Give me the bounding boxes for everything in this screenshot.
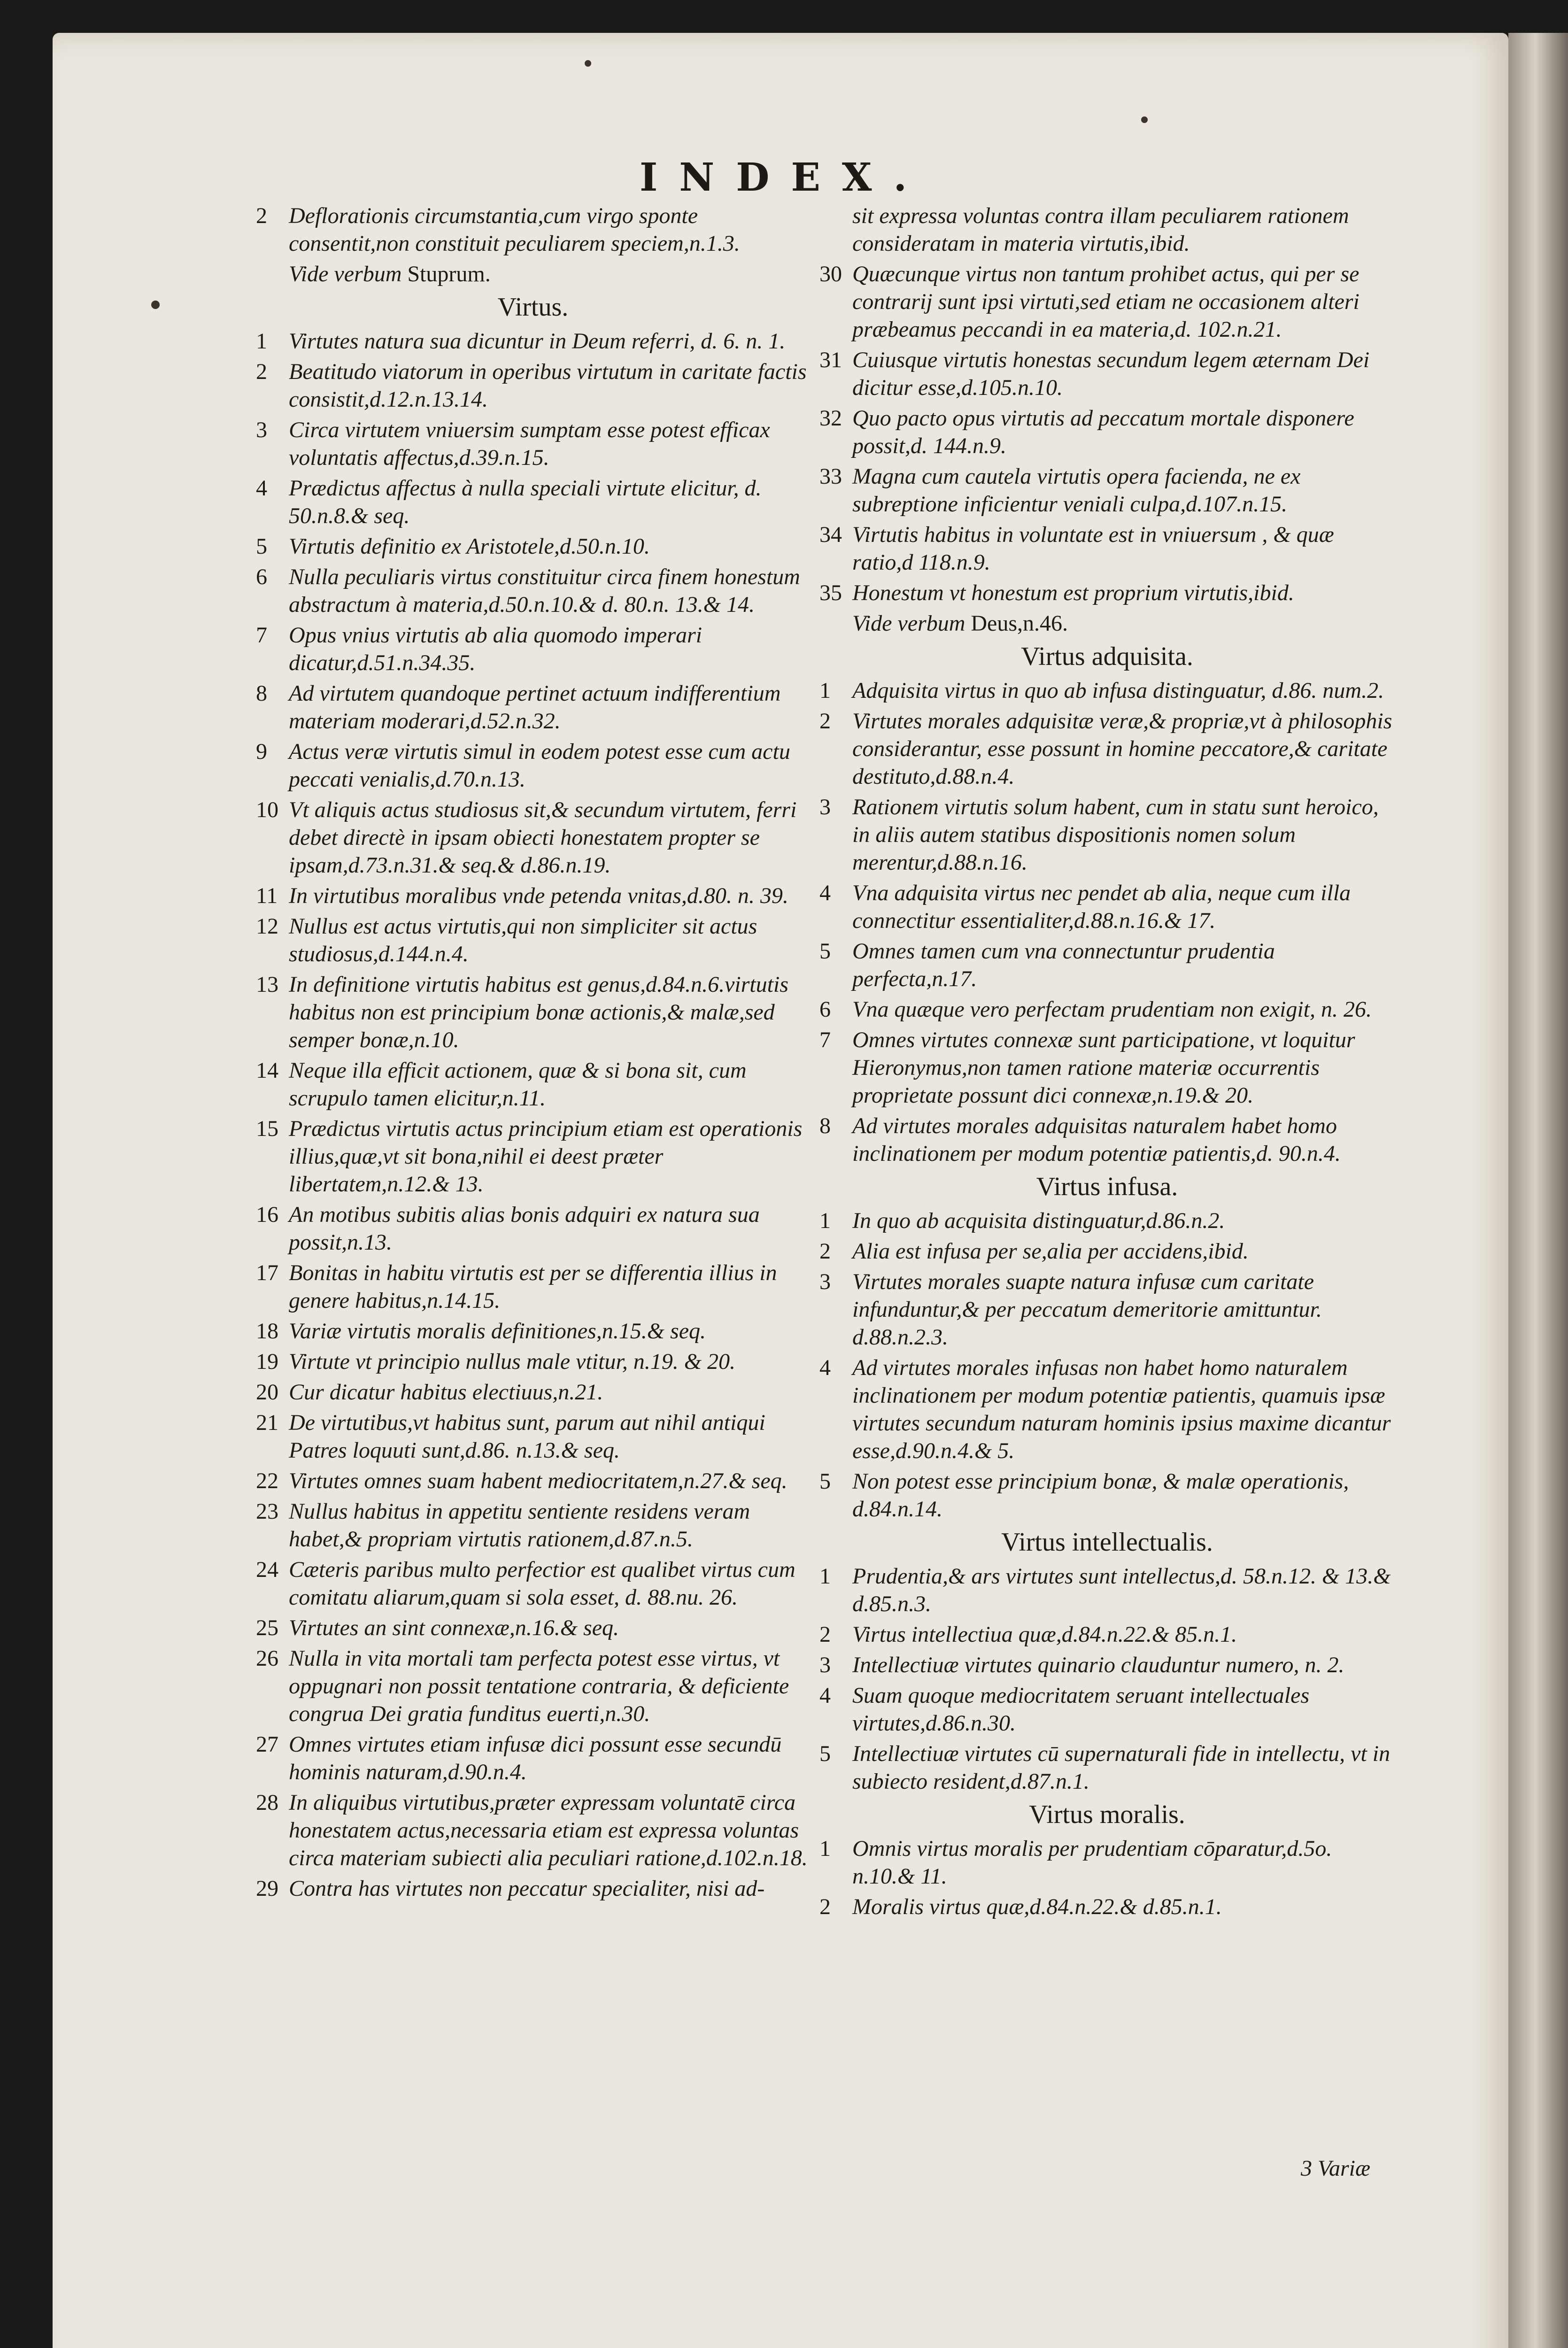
index-entry [256, 882, 810, 910]
entry-text: Virtutes morales suapte natura infusæ cum caritate infunduntur,& per peccatum demeritorie amittuntur. d.88.n.2.3. [852, 1269, 1322, 1350]
index-entry [256, 1645, 810, 1728]
entry-text: Nullus habitus in appetitu sentiente residens veram habet,& propriam virtutis rationem,d.87.n.5. [289, 1499, 750, 1552]
entry-text: Magna cum cautela virtutis opera facienda, ne ex subreptione inficientur veniali culpa,d.107.n.15. [852, 464, 1301, 517]
index-entry [819, 463, 1395, 518]
entry-number: 33 [819, 464, 842, 489]
entry-text: Prædictus virtutis actus principium etiam est operationis illius,quæ,vt sit bona,nihil ei deest præter libertatem,n.12.& 13. [289, 1116, 803, 1197]
entry-number: 2 [819, 1239, 831, 1264]
entry-number: 4 [819, 880, 831, 905]
index-entry [256, 738, 810, 793]
entry-number: 6 [819, 997, 831, 1022]
entry-number: 24 [256, 1557, 278, 1582]
index-entry [256, 1201, 810, 1256]
entry-text: Moralis virtus quæ,d.84.n.22.& d.85.n.1. [852, 1894, 1222, 1919]
index-entry [819, 1651, 1395, 1679]
index-entry [819, 1893, 1395, 1921]
entry-number: 2 [256, 203, 267, 228]
entry-text: Prædictus affectus à nulla speciali virtute elicitur, d. 50.n.8.& seq. [289, 476, 762, 528]
entry-number: 30 [819, 262, 842, 286]
entry-number: 8 [819, 1113, 831, 1138]
index-entry [819, 1268, 1395, 1351]
entry-text: Virtutes morales adquisitæ veræ,& propriæ,vt à philosophis considerantur, esse possunt in homine peccatore,& caritate destituto,d.88.n.4. [852, 709, 1392, 789]
entry-number: 8 [256, 681, 267, 706]
entry-text: Neque illa efficit actionem, quæ & si bona sit, cum scrupulo tamen elicitur,n.11. [289, 1058, 747, 1111]
entry-text: Beatitudo viatorum in operibus virtutum in caritate factis consistit,d.12.n.13.14. [289, 359, 807, 412]
index-entry [256, 1259, 810, 1314]
entry-number: 4 [819, 1355, 831, 1380]
entry-text: Deflorationis circumstantia,cum virgo sponte consentit,non constituit peculiarem speciem,n.1.3. [289, 203, 740, 256]
index-entry [256, 1057, 810, 1112]
entry-text: Alia est infusa per se,alia per accidens,ibid. [852, 1239, 1249, 1264]
entry-number: 34 [819, 522, 842, 547]
entry-number: 7 [819, 1027, 831, 1052]
entry-number: 16 [256, 1202, 278, 1227]
entry-number: 7 [256, 623, 267, 648]
section-heading: Virtus adquisita. [1021, 642, 1193, 671]
entry-text: Rationem virtutis solum habent, cum in statu sunt heroico, in aliis autem statibus dispositionis nomen solum merentur,d.88.n.16. [852, 795, 1379, 875]
entry-number: 3 [819, 1653, 831, 1677]
index-entry [819, 996, 1395, 1023]
entry-number: 29 [256, 1876, 278, 1901]
entry-text: Virtutis definitio ex Aristotele,d.50.n.10. [289, 534, 650, 559]
entry-text: Omnis virtus moralis per prudentiam cōparatur,d.5o. n.10.& 11. [852, 1836, 1332, 1889]
entry-number: 1 [819, 678, 831, 703]
entry-text: Bonitas in habitu virtutis est per se differentia illius in genere habitus,n.14.15. [289, 1260, 777, 1313]
index-entry [256, 680, 810, 735]
index-entry [819, 937, 1395, 993]
entry-number: 3 [819, 1269, 831, 1294]
entry-text: Actus veræ virtutis simul in eodem potest esse cum actu peccati venialis,d.70.n.13. [289, 739, 790, 792]
cross-reference-term: Deus,n.46. [971, 611, 1068, 636]
entry-text: Intellectiuæ virtutes quinario clauduntur numero, n. 2. [852, 1653, 1344, 1677]
entry-text: Opus vnius virtutis ab alia quomodo imperari dicatur,d.51.n.34.35. [289, 623, 703, 675]
entry-text: Intellectiuæ virtutes cū supernaturali fide in intellectu, vt in subiecto resident,d.87.n.1. [852, 1741, 1390, 1794]
entry-text: De virtutibus,vt habitus sunt, parum aut nihil antiqui Patres loquuti sunt,d.86. n.13.& seq. [289, 1410, 765, 1463]
section-heading: Virtus moralis. [1029, 1800, 1185, 1829]
index-entry [256, 796, 810, 879]
index-entry [256, 1875, 810, 1902]
page-speck [585, 60, 591, 67]
entry-text: Omnes virtutes connexæ sunt participatione, vt loquitur Hieronymus,non tamen ratione materiæ occurrentis proprietate possunt dici connexæ,n.19.& 20. [852, 1027, 1355, 1108]
index-entry [819, 1112, 1395, 1167]
entry-text: Adquisita virtus in quo ab infusa distinguatur, d.86. num.2. [852, 678, 1384, 703]
entry-number: 2 [256, 359, 267, 384]
entry-number: 3 [819, 795, 831, 819]
entry-text: Vna adquisita virtus nec pendet ab alia, neque cum illa connectitur essentialiter,d.88.n.16.& 17. [852, 880, 1351, 933]
index-entry [819, 1682, 1395, 1737]
entry-number: 27 [256, 1732, 278, 1757]
index-entry [256, 327, 810, 355]
entry-text: Contra has virtutes non peccatur specialiter, nisi ad- [289, 1876, 765, 1901]
entry-number: 26 [256, 1646, 278, 1671]
cross-reference [256, 260, 810, 288]
index-entry [819, 1207, 1395, 1235]
index-entry [256, 971, 810, 1054]
page-header: INDEX. [639, 155, 929, 200]
entry-text: Ad virtutes morales infusas non habet homo naturalem inclinationem per modum potentiæ patientis, quamuis ipsæ virtutes secundum naturam hominis ipsius maxime dicantur esse,d.90.n.4.& 5. [852, 1355, 1391, 1463]
index-entry [819, 1026, 1395, 1109]
entry-number: 11 [256, 883, 278, 908]
entry-number: 5 [819, 1469, 831, 1494]
entry-text: Virtutes omnes suam habent mediocritatem,n.27.& seq. [289, 1468, 788, 1493]
entry-number: 22 [256, 1468, 278, 1493]
cross-reference-term: Stuprum. [407, 262, 491, 286]
index-entry [256, 474, 810, 530]
index-entry [819, 521, 1395, 576]
section-heading: Virtus intellectualis. [1001, 1528, 1213, 1557]
entry-text: Nulla peculiaris virtus constituitur circa finem honestum abstractum à materia,d.50.n.10.& d. 80.n. 13.& 14. [289, 564, 800, 617]
entry-number: 21 [256, 1410, 278, 1435]
entry-number: 13 [256, 972, 278, 997]
entry-text: In quo ab acquisita distinguatur,d.86.n.2. [852, 1208, 1225, 1233]
index-entry [256, 202, 810, 257]
entry-number: 5 [819, 1741, 831, 1766]
entry-text: Quo pacto opus virtutis ad peccatum mortale disponere possit,d. 144.n.9. [852, 406, 1354, 458]
page-speck [1141, 116, 1148, 123]
entry-number: 10 [256, 797, 278, 822]
entry-text: Cuiusque virtutis honestas secundum legem æternam Dei dicitur esse,d.105.n.10. [852, 348, 1370, 400]
index-entry [256, 621, 810, 677]
index-entry [819, 1562, 1395, 1618]
index-entry [819, 1354, 1395, 1465]
entry-number: 28 [256, 1790, 278, 1815]
cross-reference [819, 610, 1395, 637]
catchword: 3 Variæ [1301, 2156, 1371, 2181]
index-entry [819, 793, 1395, 876]
entry-number: 25 [256, 1615, 278, 1640]
entry-text: Omnes virtutes etiam infusæ dici possunt esse secundū hominis naturam,d.90.n.4. [289, 1732, 782, 1784]
entry-text: Quæcunque virtus non tantum prohibet actus, qui per se contrarij sunt ipsi virtuti,sed etiam ne occasionem alteri præbeamus peccandi in ea materia,d. 102.n.21. [852, 262, 1359, 342]
entry-text: Ad virtutes morales adquisitas naturalem habet homo inclinationem per modum potentiæ patientis,d. 90.n.4. [852, 1113, 1341, 1166]
index-entry [256, 416, 810, 471]
right-column [819, 202, 1395, 1923]
entry-text: In aliquibus virtutibus,præter expressam voluntatē circa honestatem actus,necessaria etiam est expressa voluntas circa materiam subiecti alia peculiari ratione,d.102.n.18. [289, 1790, 808, 1870]
index-entry [256, 358, 810, 413]
index-entry [256, 1556, 810, 1611]
entry-text: Non potest esse principium bonæ, & malæ operationis, d.84.n.14. [852, 1469, 1349, 1522]
index-entry [819, 1468, 1395, 1523]
index-entry [256, 1498, 810, 1553]
index-entry [819, 1237, 1395, 1265]
index-entry-continuation: sit expressa voluntas contra illam peculiarem rationem consideratam in materia virtutis,ibid. [852, 203, 1349, 256]
entry-number: 3 [256, 417, 267, 442]
entry-number: 6 [256, 564, 267, 589]
entry-number: 1 [819, 1836, 831, 1861]
entry-text: Virtute vt principio nullus male vtitur, n.19. & 20. [289, 1349, 736, 1374]
entry-number: 1 [256, 329, 267, 354]
index-entry [819, 707, 1395, 790]
entry-number: 18 [256, 1319, 278, 1344]
entry-text: Nulla in vita mortali tam perfecta potest esse virtus, vt oppugnari non possit tentatione contraria, & deficiente congrua Dei gratia funditus euerti,n.30. [289, 1646, 789, 1726]
entry-text: Honestum vt honestum est proprium virtutis,ibid. [852, 580, 1294, 605]
page-edge [1508, 33, 1568, 2348]
page-speck [151, 301, 160, 309]
index-entry [256, 1467, 810, 1495]
entry-text: Omnes tamen cum vna connectuntur prudentia perfecta,n.17. [852, 939, 1275, 991]
entry-text: Circa virtutem vniuersim sumptam esse potest efficax voluntatis affectus,d.39.n.15. [289, 417, 770, 470]
cross-reference-label: Vide verbum [289, 262, 402, 286]
entry-number: 2 [819, 1894, 831, 1919]
entry-text: In virtutibus moralibus vnde petenda vnitas,d.80. n. 39. [289, 883, 788, 908]
index-entry [819, 404, 1395, 460]
cross-reference-label: Vide verbum [852, 611, 966, 636]
entry-number: 14 [256, 1058, 278, 1083]
entry-text: Vt aliquis actus studiosus sit,& secundum virtutem, ferri debet directè in ipsam obiecti honestatem propter se ipsam,d.73.n.31.& seq.& d.86.n.19. [289, 797, 797, 878]
entry-text: Cur dicatur habitus electiuus,n.21. [289, 1380, 603, 1405]
entry-number: 23 [256, 1499, 278, 1524]
entry-text: An motibus subitis alias bonis adquiri ex natura sua possit,n.13. [289, 1202, 760, 1255]
entry-number: 31 [819, 348, 842, 372]
index-entry [256, 1789, 810, 1872]
index-entry [819, 677, 1395, 704]
entry-number: 9 [256, 739, 267, 764]
index-entry [256, 1409, 810, 1464]
index-entry [819, 346, 1395, 402]
index-entry [256, 912, 810, 968]
entry-number: 12 [256, 914, 278, 939]
index-entry [819, 1835, 1395, 1890]
index-entry [819, 260, 1395, 343]
entry-text: Vna quæque vero perfectam prudentiam non exigit, n. 26. [852, 997, 1372, 1022]
index-entry [256, 1378, 810, 1406]
index-entry [256, 1115, 810, 1198]
index-entry [256, 1730, 810, 1786]
entry-number: 35 [819, 580, 842, 605]
index-entry [819, 579, 1395, 607]
entry-text: Virtutis habitus in voluntate est in vniuersum , & quæ ratio,d 118.n.9. [852, 522, 1334, 575]
entry-text: Virtutes an sint connexæ,n.16.& seq. [289, 1615, 619, 1640]
entry-text: Virtutes natura sua dicuntur in Deum referri, d. 6. n. 1. [289, 329, 786, 354]
entry-number: 1 [819, 1208, 831, 1233]
entry-number: 19 [256, 1349, 278, 1374]
index-entry [819, 879, 1395, 935]
index-entry [256, 563, 810, 618]
entry-text: Cæteris paribus multo perfectior est qualibet virtus cum comitatu aliarum,quam si sola esset, d. 88.nu. 26. [289, 1557, 796, 1610]
entry-text: Ad virtutem quandoque pertinet actuum indifferentium materiam moderari,d.52.n.32. [289, 681, 781, 734]
index-entry [256, 1614, 810, 1642]
entry-number: 15 [256, 1116, 278, 1141]
entry-text: Virtus intellectiua quæ,d.84.n.22.& 85.n.1. [852, 1622, 1237, 1647]
entry-text: Prudentia,& ars virtutes sunt intellectus,d. 58.n.12. & 13.& d.85.n.3. [852, 1564, 1391, 1616]
entry-number: 4 [819, 1683, 831, 1708]
entry-text: In definitione virtutis habitus est genus,d.84.n.6.virtutis habitus non est principium bonæ actionis,& malæ,sed semper bonæ,n.10. [289, 972, 788, 1052]
entry-number: 20 [256, 1380, 278, 1405]
entry-number: 17 [256, 1260, 278, 1285]
section-heading: Virtus. [497, 293, 569, 322]
entry-number: 2 [819, 709, 831, 734]
index-entry [819, 1740, 1395, 1795]
entry-number: 2 [819, 1622, 831, 1647]
index-entry [256, 1348, 810, 1375]
left-column [256, 202, 810, 1905]
entry-text: Suam quoque mediocritatem seruant intellectuales virtutes,d.86.n.30. [852, 1683, 1310, 1736]
entry-text: Variæ virtutis moralis definitiones,n.15.& seq. [289, 1319, 706, 1344]
entry-number: 32 [819, 406, 842, 431]
index-entry [819, 1621, 1395, 1648]
entry-text: Nullus est actus virtutis,qui non simpliciter sit actus studiosus,d.144.n.4. [289, 914, 757, 966]
index-entry [256, 533, 810, 560]
entry-number: 1 [819, 1564, 831, 1589]
section-heading: Virtus infusa. [1036, 1172, 1178, 1201]
entry-number: 5 [819, 939, 831, 964]
entry-number: 4 [256, 476, 267, 501]
entry-number: 5 [256, 534, 267, 559]
index-entry [256, 1317, 810, 1345]
